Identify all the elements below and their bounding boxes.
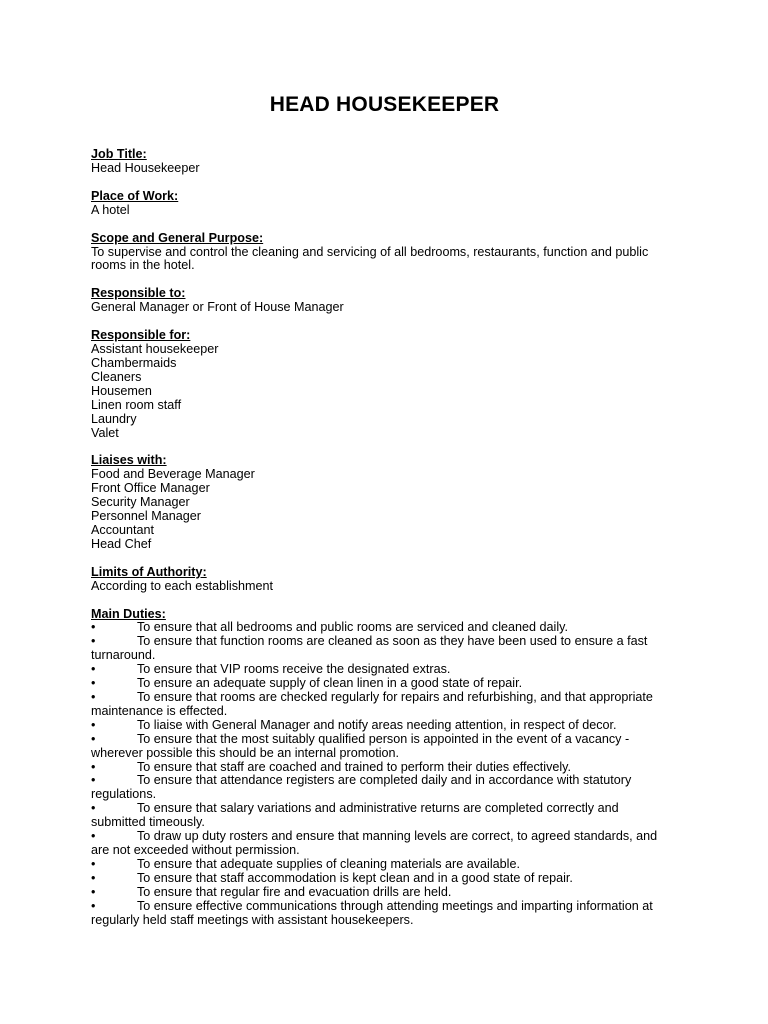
- duty-item-first-line: To ensure that staff are coached and trained to perform their duties effectively.: [137, 759, 572, 774]
- duty-item-text: [91, 774, 678, 788]
- bullet-icon: •: [91, 731, 96, 746]
- duty-item-continuation: submitted timeously.: [91, 815, 205, 830]
- section-text: Head Housekeeper: [91, 160, 200, 175]
- list-item: Valet: [91, 425, 119, 440]
- duty-item-first-line: To ensure that all bedrooms and public rooms are serviced and cleaned daily.: [137, 620, 568, 635]
- duty-item-text: [91, 719, 678, 733]
- bullet-icon: •: [91, 856, 96, 871]
- duty-item: [91, 621, 678, 635]
- section-heading: Liaises with:: [91, 453, 167, 468]
- bullet-icon: •: [91, 801, 96, 816]
- duty-item-continuation: regularly held staff meetings with assistant housekeepers.: [91, 912, 414, 927]
- page-title: HEAD HOUSEKEEPER: [269, 93, 500, 116]
- bullet-icon: •: [91, 884, 96, 899]
- duty-item-text: [91, 900, 678, 914]
- list-item: Personnel Manager: [91, 509, 201, 524]
- section-liaises-with: [91, 454, 678, 551]
- duty-item: [91, 858, 678, 872]
- list-item: Linen room staff: [91, 397, 182, 412]
- list-item: Chambermaids: [91, 355, 177, 370]
- duty-item-continuation: wherever possible this should be an internal promotion.: [91, 745, 400, 760]
- duty-item-first-line: To ensure an adequate supply of clean linen in a good state of repair.: [137, 676, 523, 691]
- section-heading: Scope and General Purpose:: [91, 230, 264, 245]
- duty-item-text: [91, 858, 678, 872]
- list-item: Laundry: [91, 411, 137, 426]
- duty-item-first-line: To ensure that function rooms are cleaned as soon as they have been used to ensure a fast: [137, 634, 648, 649]
- section-heading: Main Duties:: [91, 606, 166, 621]
- duty-item-text: [91, 635, 678, 649]
- duty-item-text: [91, 802, 678, 816]
- duty-item-first-line: To ensure that rooms are checked regularly for repairs and refurbishing, and that appropriate: [137, 690, 653, 704]
- section-text: rooms in the hotel.: [91, 258, 195, 273]
- duty-item-first-line: To ensure that VIP rooms receive the designated extras.: [137, 662, 451, 677]
- duty-item: [91, 719, 678, 733]
- duty-item-text: [91, 691, 678, 705]
- duty-item-first-line: To ensure that attendance registers are completed daily and in accordance with statutory: [137, 773, 632, 788]
- duty-item-continuation: maintenance is effected.: [91, 703, 228, 718]
- section-scope: [91, 232, 678, 274]
- section-place-of-work: [91, 190, 678, 218]
- bullet-icon: •: [91, 898, 96, 913]
- section-heading: Place of Work:: [91, 188, 179, 203]
- bullet-icon: •: [91, 759, 96, 774]
- section-text: General Manager or Front of House Manager: [91, 300, 344, 315]
- duty-item-first-line: To ensure that adequate supplies of cleaning materials are available.: [137, 856, 520, 871]
- section-text: To supervise and control the cleaning and servicing of all bedrooms, restaurants, function and public: [91, 244, 649, 259]
- duty-item-first-line: To liaise with General Manager and notify areas needing attention, in respect of decor.: [137, 717, 617, 732]
- duty-item-first-line: To ensure that regular fire and evacuation drills are held.: [137, 884, 452, 899]
- duty-item: [91, 886, 678, 900]
- section-text: According to each establishment: [91, 578, 274, 593]
- duty-item: [91, 774, 678, 802]
- list-item: Security Manager: [91, 495, 190, 510]
- list-item: Front Office Manager: [91, 481, 210, 496]
- duty-item-continuation: are not exceeded without permission.: [91, 842, 300, 857]
- section-main-duties: [91, 608, 678, 928]
- section-limits-of-authority: [91, 566, 678, 594]
- duties-list: [91, 621, 678, 927]
- duty-item-text: [91, 677, 678, 691]
- section-heading: Responsible for:: [91, 328, 191, 343]
- duty-item-text: [91, 733, 678, 747]
- section-responsible-to: [91, 287, 678, 315]
- list-item: Head Chef: [91, 536, 152, 551]
- bullet-icon: •: [91, 870, 96, 885]
- duty-item-continuation: regulations.: [91, 787, 157, 802]
- duty-item: [91, 677, 678, 691]
- duty-item: [91, 663, 678, 677]
- section-heading: Limits of Authority:: [91, 564, 207, 579]
- section-responsible-for: [91, 329, 678, 440]
- duty-item-text: [91, 663, 678, 677]
- duty-item: [91, 761, 678, 775]
- duty-item: [91, 635, 678, 663]
- bullet-icon: •: [91, 773, 96, 788]
- section-heading: Responsible to:: [91, 286, 186, 301]
- duty-item: [91, 691, 678, 719]
- bullet-icon: •: [91, 662, 96, 677]
- bullet-icon: •: [91, 676, 96, 691]
- duty-item: [91, 872, 678, 886]
- bullet-icon: •: [91, 634, 96, 649]
- bullet-icon: •: [91, 690, 96, 704]
- duty-item: [91, 900, 678, 928]
- duty-item-text: [91, 621, 678, 635]
- list-item: Cleaners: [91, 369, 142, 384]
- duty-item-first-line: To ensure that salary variations and administrative returns are completed correctly and: [137, 801, 619, 816]
- duty-item-first-line: To ensure that the most suitably qualified person is appointed in the event of a vacancy -: [137, 731, 630, 746]
- duty-item-text: [91, 830, 678, 844]
- bullet-icon: •: [91, 829, 96, 844]
- section-heading: Job Title:: [91, 147, 147, 161]
- duty-item-text: [91, 886, 678, 900]
- list-item: Assistant housekeeper: [91, 342, 219, 357]
- duty-item-text: [91, 761, 678, 775]
- list-item: Food and Beverage Manager: [91, 467, 255, 482]
- duty-item: [91, 802, 678, 830]
- duty-item-first-line: To ensure that staff accommodation is kept clean and in a good state of repair.: [137, 870, 573, 885]
- bullet-icon: •: [91, 717, 96, 732]
- duty-item-continuation: turnaround.: [91, 648, 156, 663]
- duty-item-text: [91, 872, 678, 886]
- bullet-icon: •: [91, 620, 96, 635]
- duty-item: [91, 733, 678, 761]
- duty-item: [91, 830, 678, 858]
- duty-item-first-line: To draw up duty rosters and ensure that manning levels are correct, to agreed standards, and: [137, 829, 658, 844]
- section-text: A hotel: [91, 202, 130, 217]
- duty-item-first-line: To ensure effective communications through attending meetings and imparting information at: [137, 898, 653, 913]
- list-item: Accountant: [91, 522, 155, 537]
- section-job-title: [91, 148, 678, 176]
- list-item: Housemen: [91, 383, 152, 398]
